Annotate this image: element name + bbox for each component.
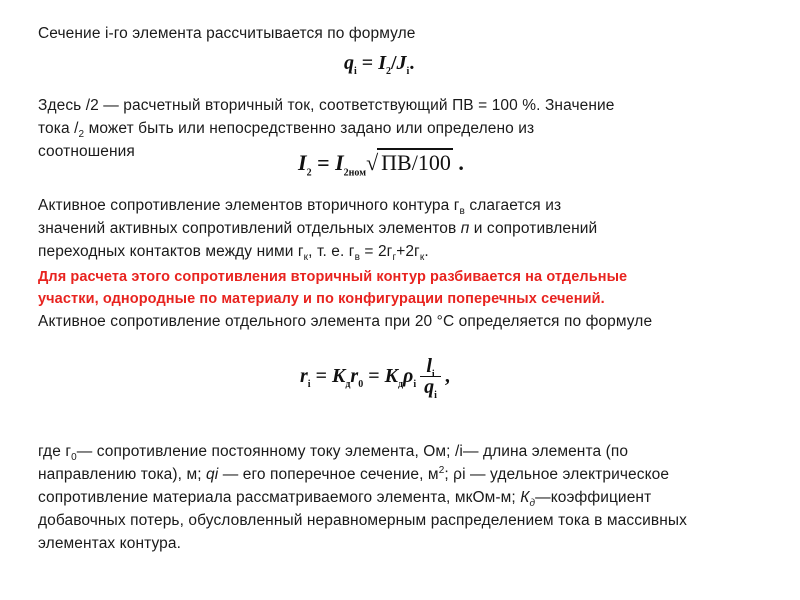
para2-line1: Активное сопротивление элементов вторичного контура $г_в$ слагается из (38, 197, 562, 218)
para4-line2: направлению тока), м; qi — его поперечное сечение, $м^2$; ρi — удельное электрическое (38, 464, 670, 483)
highlight-note (38, 266, 788, 310)
section-heading: Сечение i-го элемента рассчитывается по формуле (38, 25, 416, 42)
formula-secondary-current: $I_2 = I_{2ном}√$ ПВ/100 . (298, 150, 464, 179)
fraction (418, 355, 443, 401)
para2-line2: значений активных сопротивлений отдельных элементов п и сопротивлений (38, 220, 598, 237)
paragraph-definitions (38, 440, 788, 555)
para1-line1: Здесь /2 — расчетный вторичный ток, соответствующий ПВ = 100 %. Значение (38, 97, 615, 114)
sqrt-content: ПВ/100 (377, 148, 453, 176)
para4-line4: добавочных потерь, обусловленный неравномерным распределением тока в массивных (38, 512, 687, 529)
para4-line5: элементах контура. (38, 535, 182, 552)
para4-line1: где $г_0—$ сопротивление постоянному току элемента, Ом; /i— длина элемента (по (38, 443, 629, 464)
red-line2: участки, однородные по материалу и по конфигурации поперечных сечений. (38, 291, 605, 307)
fraction-denominator: $q_i$ (424, 376, 437, 401)
sqrt-sign: √ (366, 150, 379, 175)
paragraph-active-resistance (38, 194, 788, 263)
formula-cross-section: $q_i = I_2/J_i$. (344, 52, 415, 77)
para2-line3: переходных контактов между ними $г_к$, т. е. $г_в = 2г_г+2г_к$. (38, 243, 429, 264)
red-line1: Для расчета этого сопротивления вторичный контур разбивается на отдельные (38, 269, 628, 285)
para1-line3: соотношения (38, 143, 135, 160)
fraction-numerator: $l_i$ (420, 356, 440, 377)
para4-line3: сопротивление материала рассматриваемого элемента, мкОм-м; $К_д—коэффициент$ (38, 489, 652, 510)
paragraph-element-resistance: Активное сопротивление отдельного элемента при 20 °С определяется по формуле (38, 313, 653, 330)
formula-element-resistance: $r_i = K_дr_0 = K_д\rho_i$ $\frac{l_i}{q_i}$ , (300, 355, 450, 401)
para1-line2: тока $/_2$ может быть или непосредственно задано или определено из (38, 120, 535, 141)
